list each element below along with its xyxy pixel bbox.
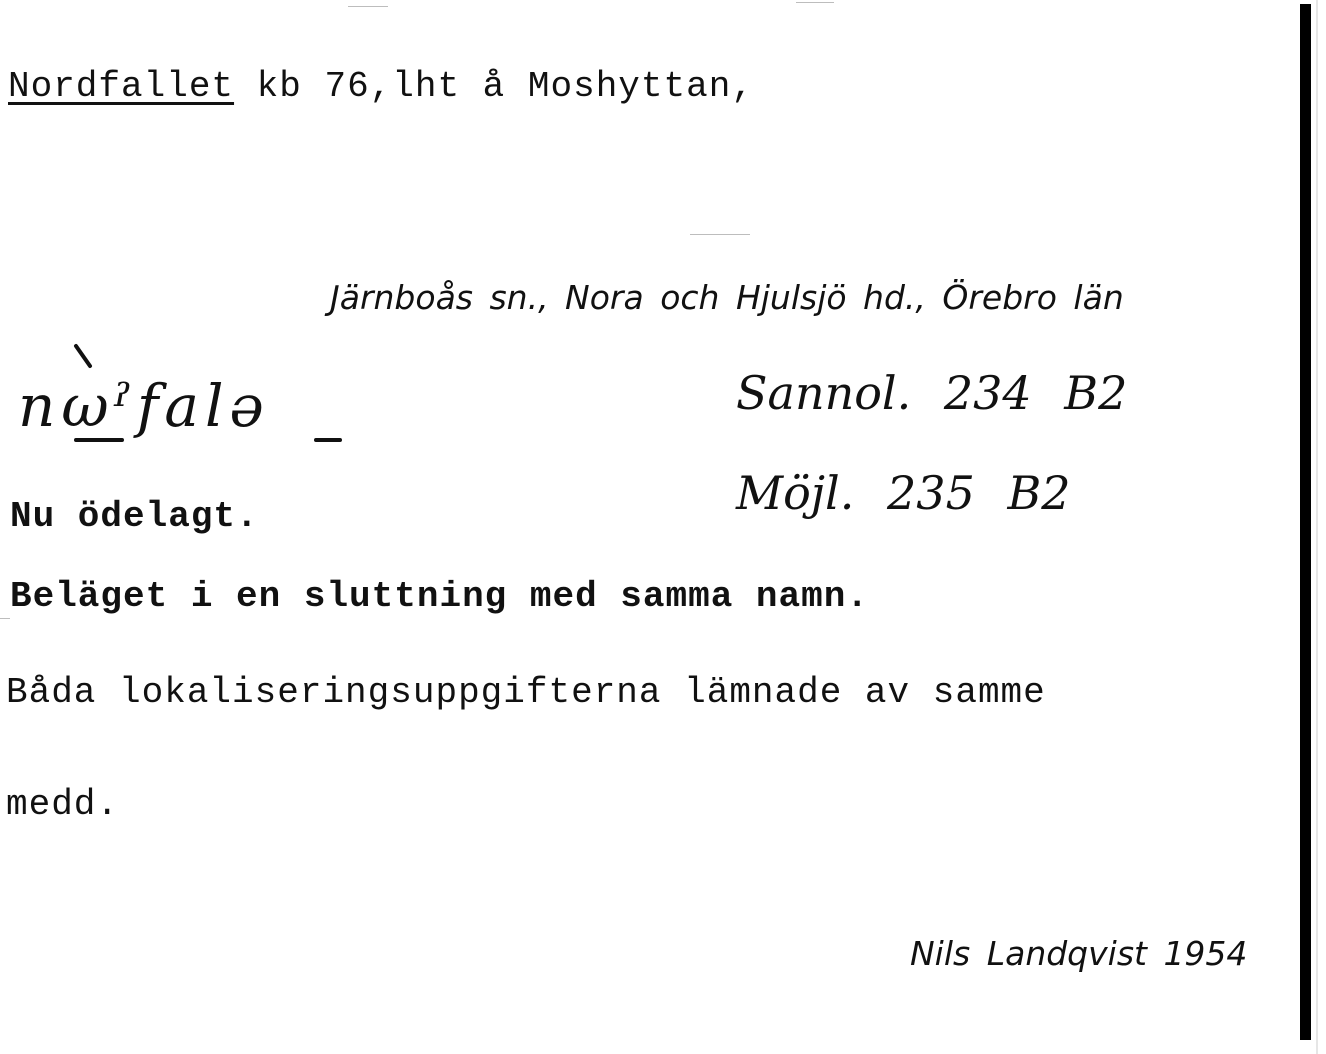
reference-2-label: Möjl. xyxy=(736,466,855,520)
reference-1-label: Sannol. xyxy=(736,366,912,420)
title-line xyxy=(8,66,754,107)
note-informant-line-1: Båda lokaliseringsuppgifterna lämnade av samme xyxy=(6,672,1046,713)
scan-speck xyxy=(796,2,834,3)
signature: Nils Landqvist 1954 xyxy=(910,934,1248,973)
scan-speck xyxy=(690,234,750,235)
note-deserted: Nu ödelagt. xyxy=(10,496,259,537)
accent-mark xyxy=(76,346,90,366)
reference-1-numbers: 234 B2 xyxy=(943,366,1128,420)
note-informant-line-2: medd. xyxy=(6,784,120,825)
location-line: Järnboås sn., Nora och Hjulsjö hd., Örebro län xyxy=(330,278,1124,317)
reference-2-numbers: 235 B2 xyxy=(887,466,1071,520)
scan-speck xyxy=(0,618,10,619)
phonetic-text: nωˀfalə xyxy=(18,372,270,440)
card-edge-shadow xyxy=(1300,4,1311,1040)
reference-1 xyxy=(736,366,1127,420)
headword-rest: kb 76,lht å Moshyttan, xyxy=(234,66,754,107)
reference-2 xyxy=(736,466,1071,520)
phonetic-transcription xyxy=(10,330,390,470)
card-edge-highlight xyxy=(1316,0,1318,1054)
headword: Nordfallet xyxy=(8,66,235,107)
note-location: Beläget i en sluttning med samma namn. xyxy=(10,576,869,617)
scan-speck xyxy=(348,6,388,7)
